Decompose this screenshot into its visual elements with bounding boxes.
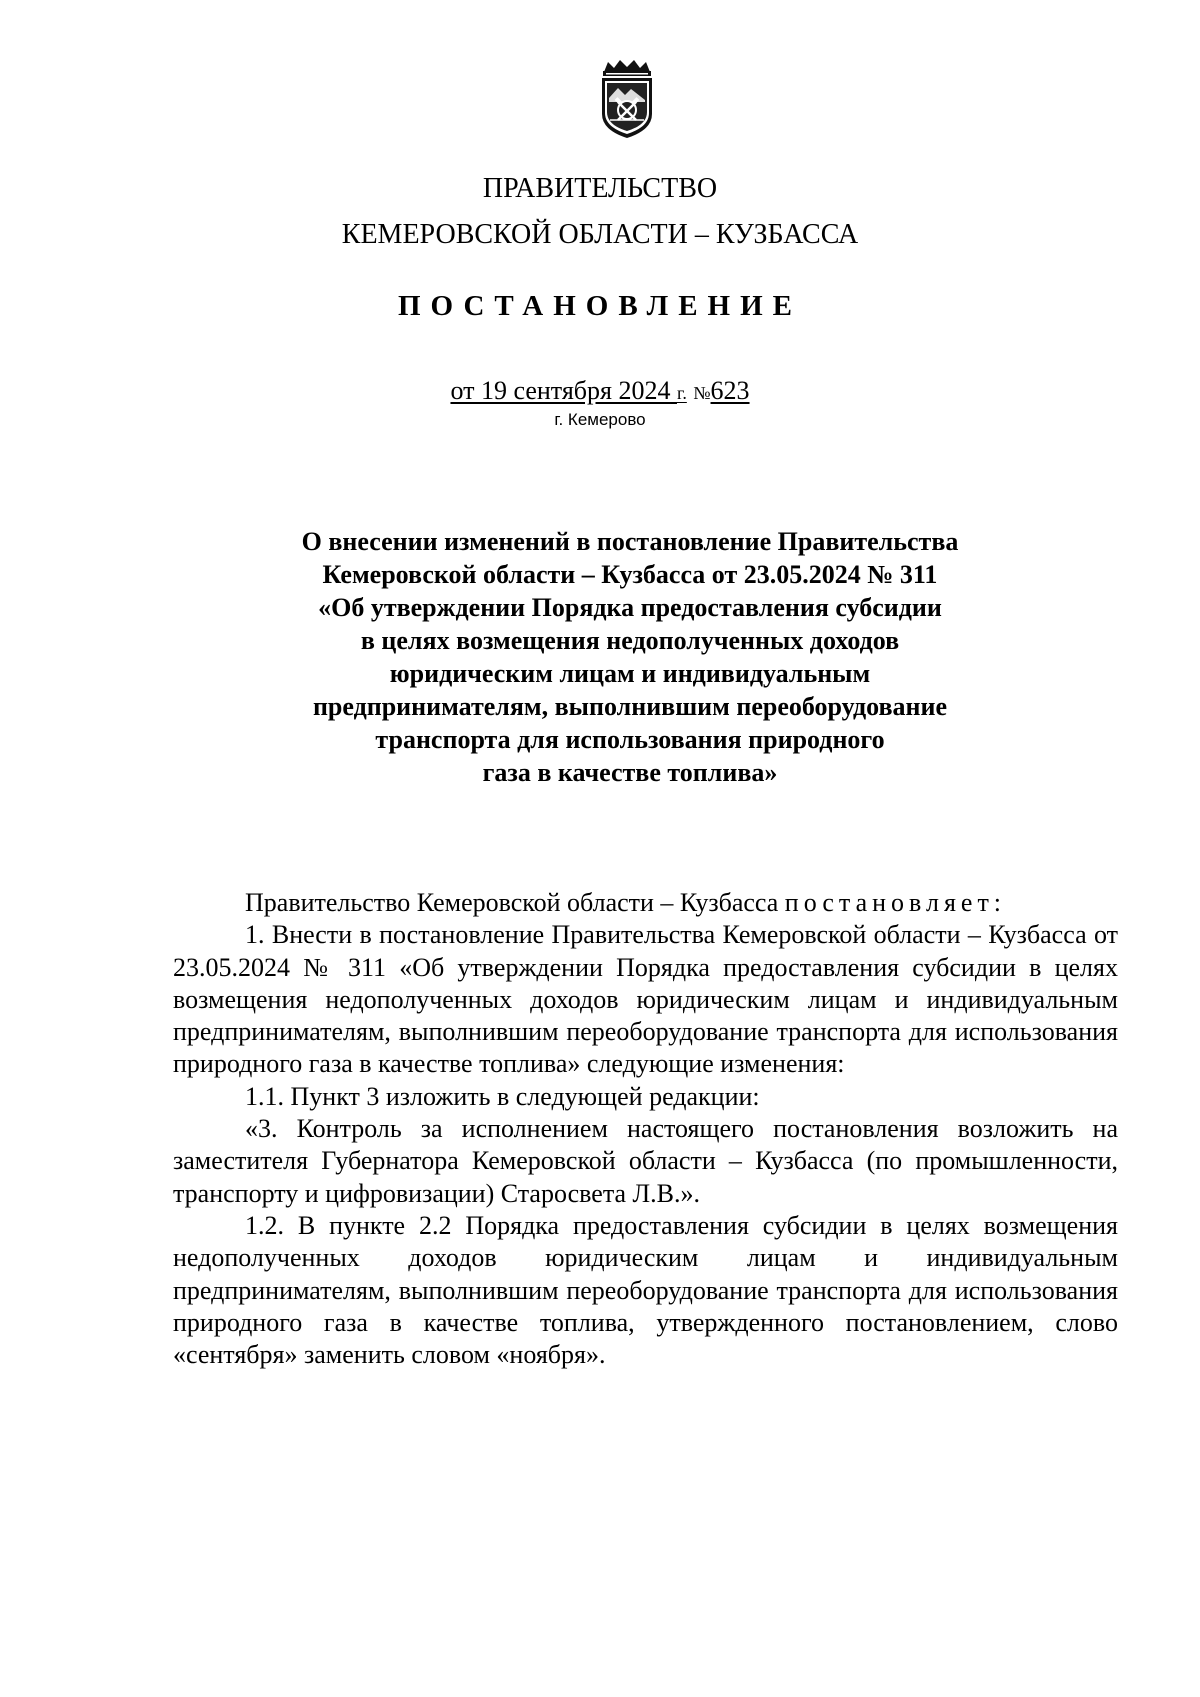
- number-sign: №: [693, 383, 711, 403]
- title-line: Кемеровской области – Кузбасса от 23.05.2024 № 311: [322, 560, 938, 589]
- body-paragraph: 1.2. В пункте 2.2 Порядка предоставления субсидии в целях возмещения недополученных доходов юридическим лицам и индивидуальным предпринимателям, выполнившим переоборудование транспорта для использования природного газа в качестве топлива, утвержденного постановлением, слово «сентября» заменить словом «ноября».: [173, 1210, 1118, 1370]
- preamble-paragraph: [173, 887, 1118, 919]
- city-label: г. Кемерово: [554, 410, 646, 429]
- document-type-heading: ПОСТАНОВЛЕНИЕ: [397, 290, 802, 322]
- authority-name-line2: КЕМЕРОВСКОЙ ОБЛАСТИ – КУЗБАССА: [341, 219, 859, 250]
- date-value: 19 сентября 2024: [481, 376, 671, 405]
- body-paragraph: «3. Контроль за исполнением настоящего постановления возложить на заместителя Губернатора Кемеровской области – Кузбасса (по промышленности, транспорту и цифровизации) Старосвета Л.В.».: [173, 1114, 1118, 1208]
- title-line: транспорта для использования природного: [375, 725, 885, 754]
- preamble-verb: постановляет:: [784, 888, 1007, 917]
- body-paragraph: 1. Внести в постановление Правительства Кемеровской области – Кузбасса от 23.05.2024 № 311 «Об утверждении Порядка предоставления субсидии в целях возмещения недополученных доходов юридическим лицам и индивидуальным предпринимателям, выполнившим переоборудование транспорта для использования природного газа в качестве топлива» следующие изменения:: [173, 920, 1118, 1079]
- preamble-text: Правительство Кемеровской области – Кузбасса: [245, 888, 785, 917]
- body-paragraph: 1.1. Пункт 3 изложить в следующей редакции:: [245, 1081, 760, 1111]
- document-title: [250, 525, 1010, 789]
- document-body: [173, 887, 1118, 1371]
- date-prefix: от: [450, 376, 475, 405]
- document-number: 623: [710, 376, 750, 405]
- year-suffix: г.: [676, 383, 687, 403]
- title-line: предпринимателям, выполнившим переоборудование: [312, 692, 948, 721]
- title-line: «Об утверждении Порядка предоставления субсидии: [318, 593, 942, 622]
- title-line: газа в качестве топлива»: [482, 758, 778, 787]
- authority-name-line1: ПРАВИТЕЛЬСТВО: [482, 173, 718, 204]
- title-line: О внесении изменений в постановление Правительства: [301, 527, 959, 556]
- title-line: в целях возмещения недополученных доходов: [360, 626, 900, 655]
- kuzbass-coat-of-arms-icon: [596, 58, 658, 140]
- date-number-line: [0, 375, 1200, 409]
- title-line: юридическим лицам и индивидуальным: [389, 659, 871, 688]
